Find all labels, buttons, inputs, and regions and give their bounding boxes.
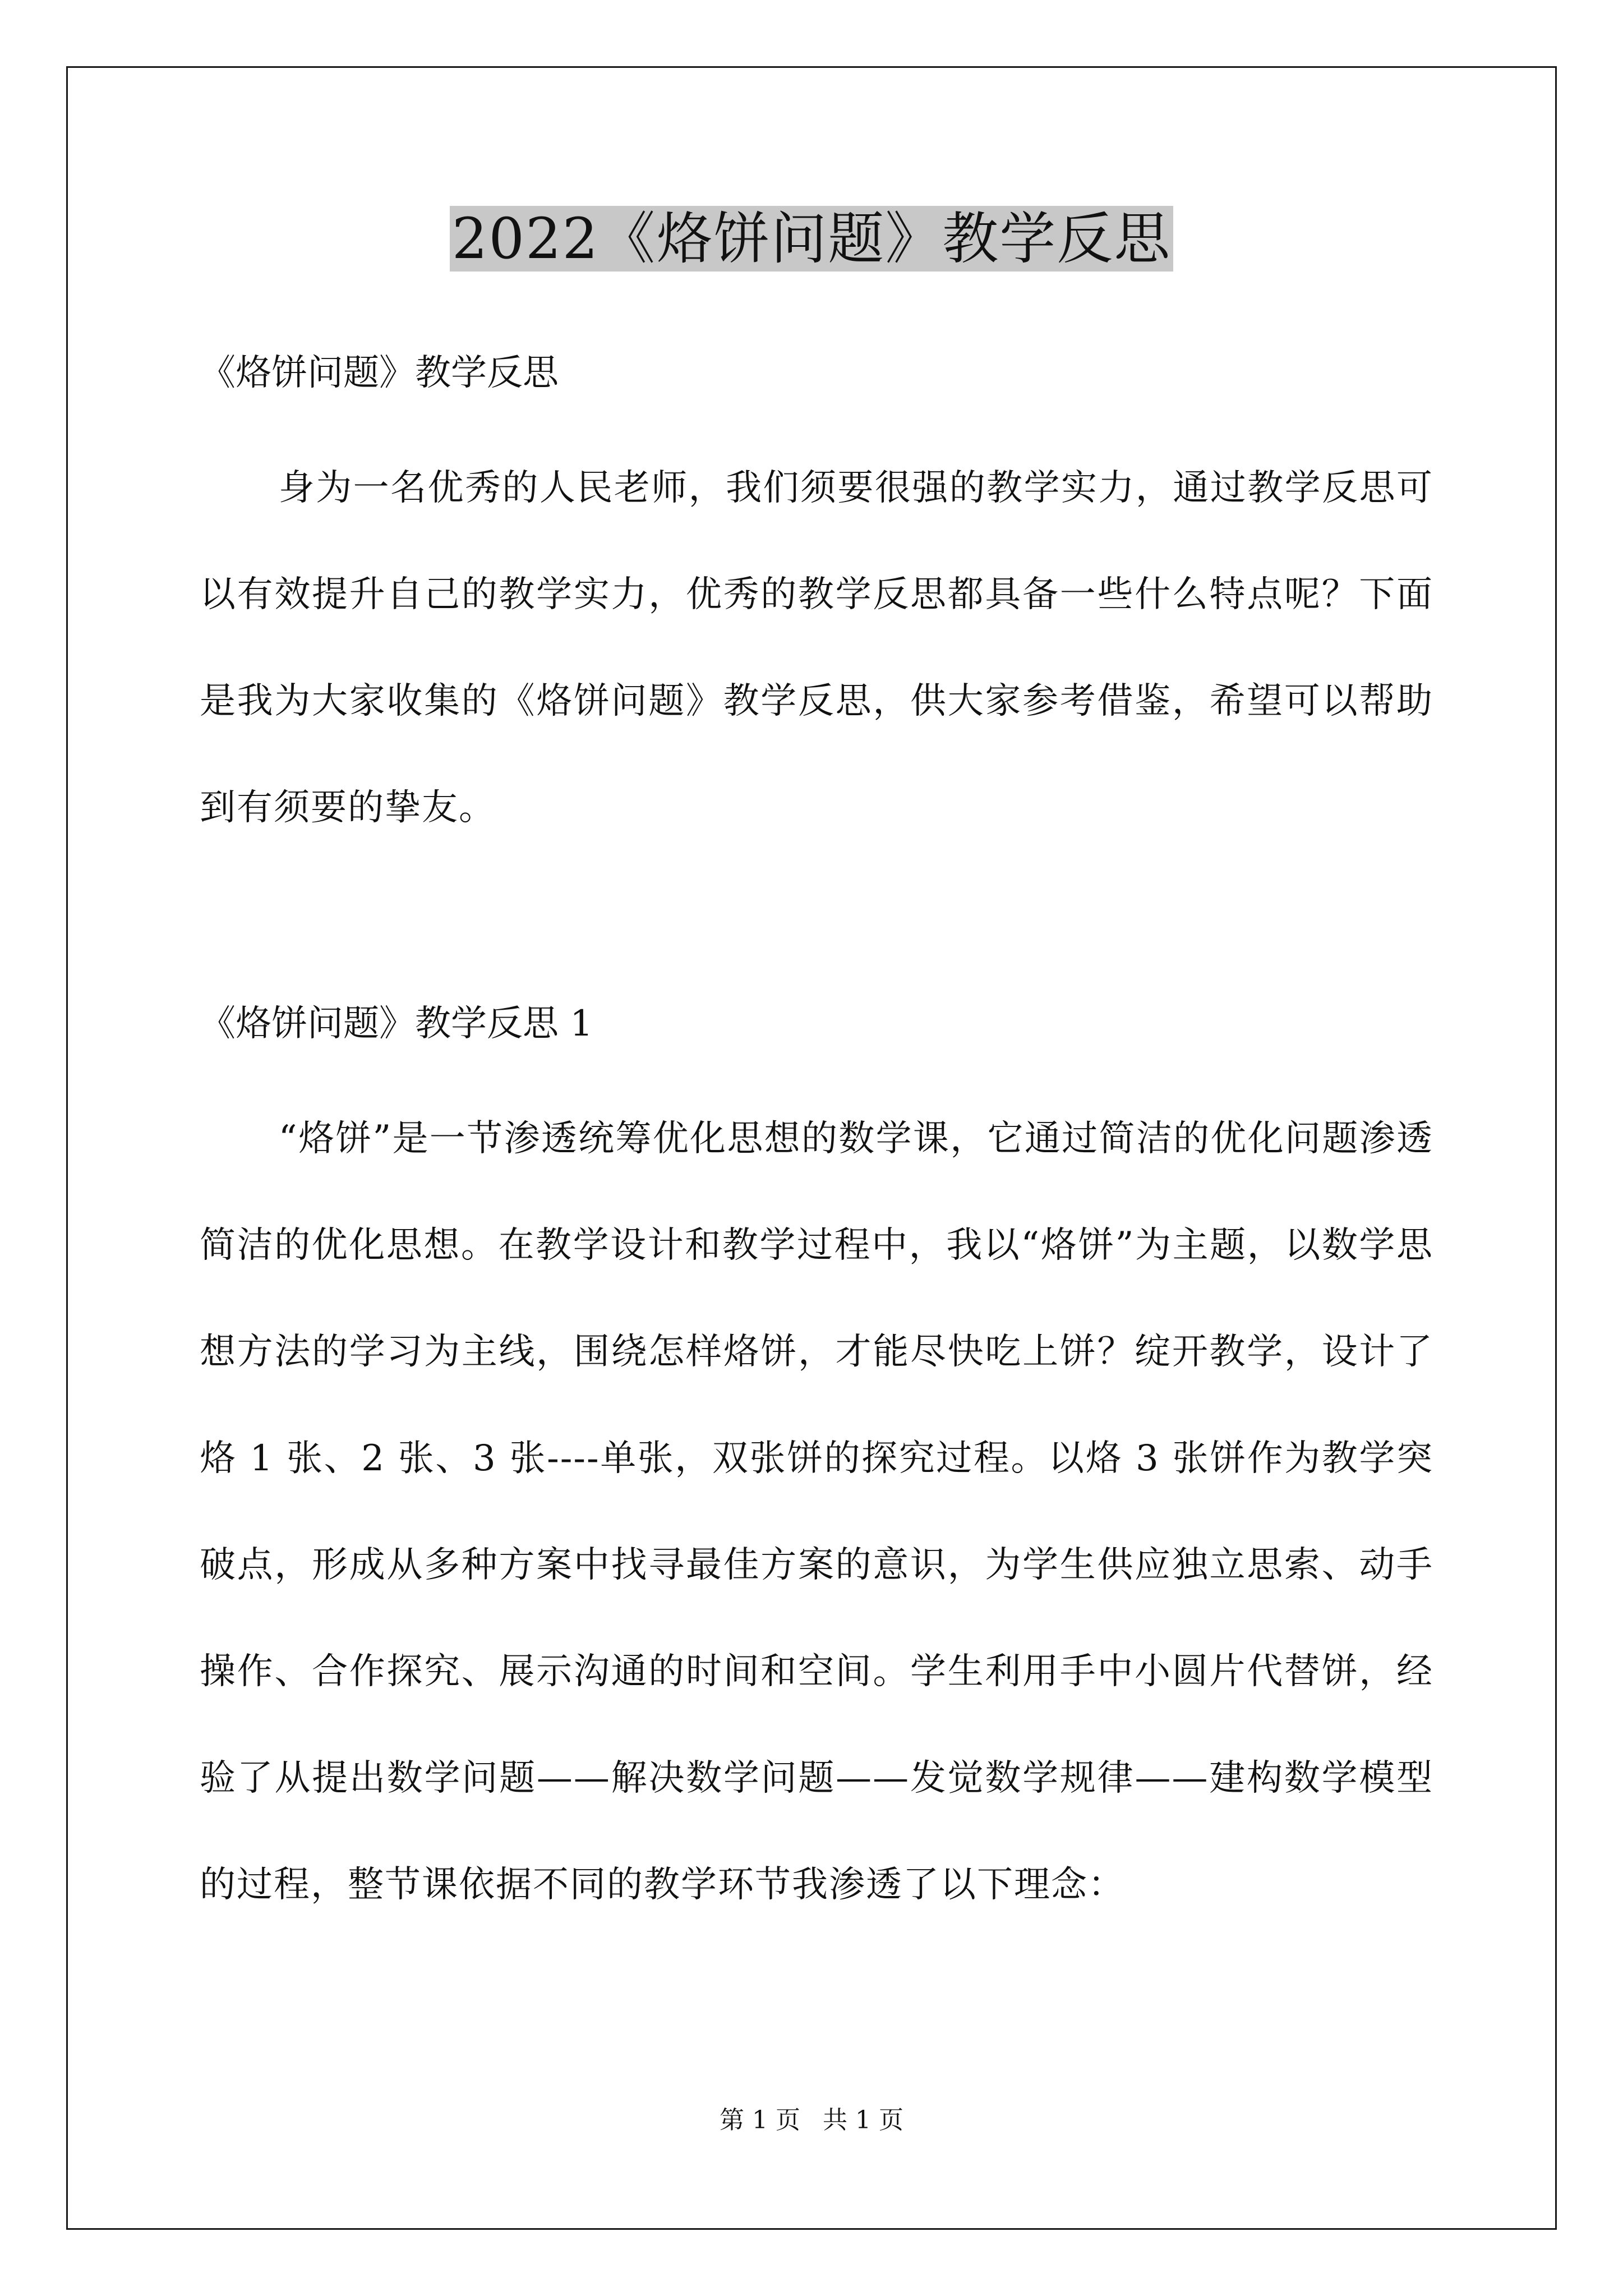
section1-heading: 《烙饼问题》教学反思 1 xyxy=(200,1003,593,1045)
page-footer xyxy=(0,2104,1623,2137)
document-title xyxy=(0,200,1623,278)
intro-paragraph: 身为一名优秀的人民老师，我们须要很强的教学实力，通过教学反思可以有效提升自己的教学实力，优秀的教学反思都具备一些什么特点呢？下面是我为大家收集的《烙饼问题》教学反思，供大家参考借鉴，希望可以帮助到有须要的挚友。 xyxy=(200,467,1433,829)
intro-heading: 《烙饼问题》教学反思 xyxy=(200,352,559,394)
page-total: 共 1 页 xyxy=(823,2106,903,2134)
page-number: 第 1 页 xyxy=(720,2106,800,2134)
section1-paragraph: “烙饼”是一节渗透统筹优化思想的数学课，它通过简洁的优化问题渗透简洁的优化思想。在教学设计和教学过程中，我以“烙饼”为主题，以数学思想方法的学习为主线，围绕怎样烙饼，才能尽快吃上饼？绽开教学，设计了烙 1 张、2 张、3 张----单张，双张饼的探究过程。以烙 3 张饼作为教学突破点，形成从多种方案中找寻最佳方案的意识，为学生供应独立思索、动手操作、合作探究、展示沟通的时间和空间。学生利用手中小圆片代替饼，经验了从提出数学问题——解决数学问题——发觉数学规律——建构数学模型的过程，整节课依据不同的教学环节我渗透了以下理念： xyxy=(200,1118,1433,1906)
document-title-text: 2022《烙饼问题》教学反思 xyxy=(450,206,1174,272)
